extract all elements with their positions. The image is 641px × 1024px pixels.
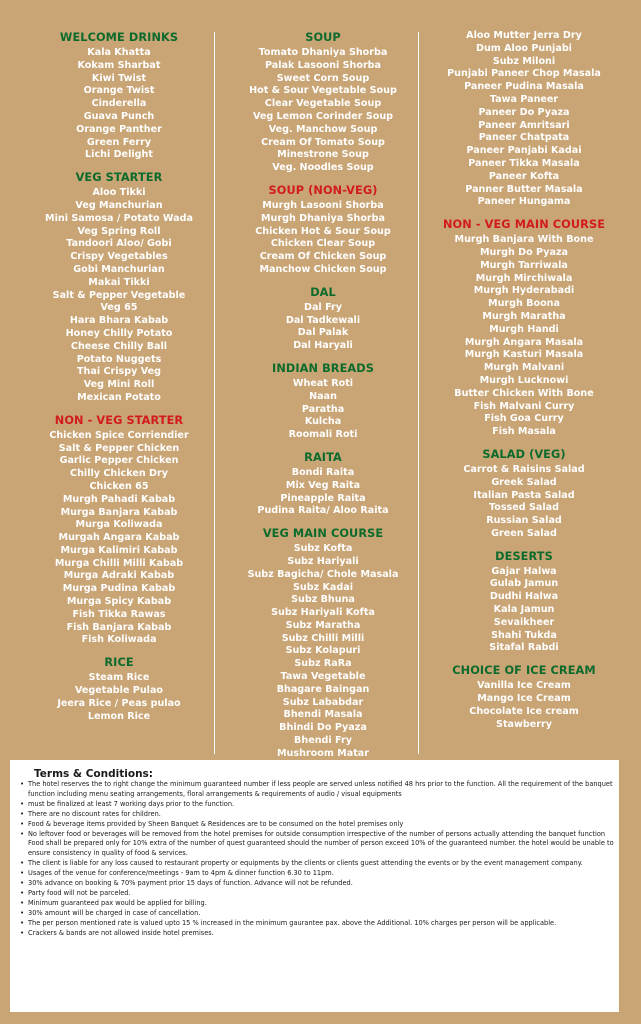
menu-item: Subz RaRa [294, 658, 352, 670]
menu-item: Veg Lemon Corinder Soup [252, 110, 394, 122]
menu-item: Mix Veg Raita [285, 479, 361, 491]
menu-section [432, 663, 616, 731]
menu-item: Kiwi Twist [91, 72, 147, 84]
menu-item: Lichi Delight [85, 149, 153, 161]
menu-item: Green Salad [491, 527, 557, 539]
menu-item: Bhindi Do Pyaza [279, 722, 367, 734]
menu-item: Paneer Chatpata [478, 132, 570, 144]
menu-item: Murga Koliwada [75, 519, 163, 531]
menu-item: Murgh Boona [488, 298, 560, 310]
menu-section [432, 217, 616, 439]
menu-section [28, 413, 210, 648]
menu-item: Murgh Handi [489, 323, 559, 335]
menu-item-list [432, 464, 616, 541]
menu-item: Punjabi Paneer Chop Masala [447, 68, 601, 80]
menu-item: Orange Twist [83, 85, 155, 97]
menu-item: Paratha [301, 403, 345, 415]
menu-item: Murga Chilli Milli Kabab [54, 557, 184, 569]
menu-item: Veg. Manchow Soup [268, 123, 378, 135]
menu-item-list [218, 47, 428, 175]
section-heading: NON - VEG MAIN COURSE [442, 218, 606, 232]
menu-item: Subz Chilli Milli [281, 632, 365, 644]
menu-item: Murgh Maratha [482, 310, 566, 322]
menu-item: Lemon Rice [87, 710, 151, 722]
terms-item: • There are no discount rates for children. [20, 810, 616, 820]
menu-item: Subz Bagicha/ Chole Masala [247, 568, 399, 580]
menu-item: Dal Fry [304, 301, 342, 313]
menu-item: Makai Tikki [88, 276, 150, 288]
menu-item: Cream Of Chicken Soup [259, 251, 387, 263]
menu-item: Fish Malvani Curry [473, 400, 575, 412]
section-heading: SALAD (VEG) [482, 447, 566, 461]
terms-item: • The per person mentioned rate is valued upto 15 % increased in the minimum gaurantee pax. above the Additional. 10% charges per person will be applicable. [20, 919, 616, 929]
menu-item: Murgh Banjara With Bone [454, 234, 594, 246]
terms-title: Terms & Conditions: [34, 768, 153, 780]
menu-item: Crispy Vegetables [70, 251, 168, 263]
menu-item: Stawberry [496, 718, 552, 730]
menu-section [218, 30, 428, 175]
menu-item: Potato Nuggets [76, 353, 162, 365]
terms-item: • Party food will not be parceled. [20, 889, 616, 899]
menu-item: Veg Manchurian [75, 199, 163, 211]
terms-item: • must be finalized at least 7 working days prior to the function. [20, 800, 616, 810]
menu-item-list [432, 234, 616, 439]
menu-item: Panner Butter Masala [465, 183, 583, 195]
menu-section [28, 170, 210, 405]
menu-item: Kala Jamun [493, 604, 555, 616]
menu-item: Italian Pasta Salad [473, 489, 575, 501]
menu-item: Subz Lababdar [282, 696, 364, 708]
menu-item: Steam Rice [88, 672, 150, 684]
menu-item: Tandoori Aloo/ Gobi [66, 238, 172, 250]
menu-item: Paneer Pudina Masala [464, 81, 584, 93]
menu-item: Chicken Spice Corriendier [49, 429, 189, 441]
menu-item: Mexican Potato [77, 391, 161, 403]
menu-item: Cheese Chilly Ball [70, 340, 168, 352]
menu-item-list [218, 543, 428, 773]
menu-item: Paneer Kofta [488, 170, 560, 182]
menu-item: Bhendi Fry [294, 735, 352, 747]
menu-item: Fish Tikka Rawas [72, 608, 166, 620]
menu-item: Subz Maratha [285, 619, 361, 631]
menu-item: Dal Palak [297, 327, 349, 339]
menu-item: Manchow Chicken Soup [259, 263, 387, 275]
menu-item: Pineapple Raita [280, 492, 366, 504]
menu-item: Mini Samosa / Potato Wada [45, 212, 193, 224]
menu-item: Murgh Lucknowi [479, 374, 569, 386]
terms-item: • No leftover food or beverages will be removed from the hotel premises for outside consumption irrespective of the number of persons actually attending the banquet function Food shall be prepared only for 10% extra of the number of quest guaranteed should the number of person exceed 10% of the guaranteed number. the hotel would be unable to ensure consistency in quality of food & services. [20, 830, 616, 860]
menu-item: Subz Hariyali [287, 555, 359, 567]
menu-item: Chicken Hot & Sour Soup [255, 225, 391, 237]
menu-column-left [28, 30, 210, 731]
menu-item-list [218, 200, 428, 277]
menu-item: Russian Salad [486, 515, 562, 527]
menu-item-list [28, 672, 210, 723]
menu-item: Mushroom Matar [277, 747, 369, 759]
menu-item: Bhagare Baingan [276, 683, 370, 695]
menu-item: Sitafal Rabdi [489, 642, 559, 654]
menu-item: Shahi Tukda [491, 629, 557, 641]
menu-section [218, 183, 428, 277]
menu-item: Murgh Kasturi Masala [464, 349, 584, 361]
menu-item: Murgh Dhaniya Shorba [260, 212, 385, 224]
section-heading: RICE [104, 656, 134, 670]
menu-item: Greek Salad [491, 476, 557, 488]
column-divider [214, 32, 215, 754]
menu-item: Tossed Salad [488, 502, 559, 514]
menu-item: Clear Vegetable Soup [264, 98, 382, 110]
menu-item: Tomato Dhaniya Shorba [258, 47, 388, 58]
menu-item: Murgh Angara Masala [464, 336, 584, 348]
menu-item: Sevaikheer [493, 616, 555, 628]
menu-item: Aloo Mutter Jerra Dry [466, 30, 582, 41]
menu-item: Garlic Pepper Chicken [59, 455, 179, 467]
section-heading: DESERTS [495, 549, 553, 563]
menu-item: Murgh Lasooni Shorba [262, 199, 384, 211]
menu-item: Aloo Tikki [92, 187, 146, 199]
section-heading: INDIAN BREADS [272, 361, 374, 375]
section-heading: VEG STARTER [75, 171, 163, 185]
menu-item: Fish Goa Curry [484, 413, 564, 425]
menu-item-list [432, 30, 616, 209]
menu-section [432, 447, 616, 541]
menu-item: Murgh Mirchiwala [475, 272, 573, 284]
menu-item: Vegetable Pulao [74, 685, 164, 697]
menu-item: Bondi Raita [291, 466, 355, 478]
terms-item: • The client is liable for any loss caused to restaurant property or equipments by the clients or clients guest attending the events or by the event management company. [20, 859, 616, 869]
menu-item: Murgh Hyderabadi [473, 285, 575, 297]
section-heading: NON - VEG STARTER [54, 413, 184, 427]
menu-item: Paneer Amritsari [478, 119, 570, 131]
terms-item: • 30% amount will be charged in case of cancellation. [20, 909, 616, 919]
menu-item: Veg Spring Roll [77, 225, 161, 237]
menu-item: Guava Punch [83, 110, 155, 122]
menu-section [432, 549, 616, 656]
menu-item: Subz Hariyali Kofta [271, 607, 375, 619]
menu-item: Salt & Pepper Vegetable [52, 289, 186, 301]
menu-item-list [432, 680, 616, 731]
menu-item: Chicken 65 [89, 480, 149, 492]
menu-item: Chocolate Ice cream [469, 705, 579, 717]
section-heading: RAITA [304, 450, 342, 464]
menu-item: Roomali Roti [288, 429, 358, 441]
menu-item: Mango Ice Cream [477, 693, 571, 705]
terms-item: • Minimum guaranteed pax would be applied for billing. [20, 899, 616, 909]
terms-panel [10, 760, 619, 1012]
menu-item-list [28, 430, 210, 648]
menu-item: Pudina Raita/ Aloo Raita [257, 505, 389, 517]
menu-section [218, 285, 428, 353]
menu-item: Hot & Sour Vegetable Soup [249, 85, 397, 97]
terms-item: • Usages of the venue for conference/meetings - 9am to 4pm & dinner function 6.30 to 11pm. [20, 869, 616, 879]
menu-item: Honey Chilly Potato [65, 327, 173, 339]
menu-item: Dal Tadkewali [285, 314, 361, 326]
menu-item: Kokam Sharbat [77, 59, 161, 71]
menu-item: Kulcha [304, 416, 342, 428]
menu-section [218, 361, 428, 442]
menu-section [218, 526, 428, 773]
menu-item: Dum Aloo Punjabi [476, 42, 572, 54]
menu-item: Veg 65 [100, 302, 138, 314]
terms-item: • Crackers & bands are not allowed inside hotel premises. [20, 929, 616, 939]
menu-item-list [218, 302, 428, 353]
menu-item: Fish Koliwada [81, 634, 157, 646]
menu-item: Fish Masala [492, 426, 556, 438]
menu-item: Subz Miloni [492, 55, 556, 67]
menu-item: Sweet Corn Soup [276, 72, 370, 84]
terms-list [20, 780, 616, 939]
menu-item: Hara Bhara Kabab [69, 315, 169, 327]
menu-item: Cream Of Tomato Soup [261, 136, 385, 148]
menu-item: Tawa Vegetable [280, 671, 366, 683]
menu-item: Paneer Do Pyaza [478, 106, 570, 118]
menu-item: Carrot & Raisins Salad [463, 463, 585, 475]
menu-item: Chilly Chicken Dry [70, 468, 168, 480]
menu-section [432, 30, 616, 209]
menu-item: Salt & Pepper Chicken [58, 442, 180, 454]
terms-item: • 30% advance on booking & 70% payment prior 15 days of function. Advance will not be refunded. [20, 879, 616, 889]
menu-item: Murgah Angara Kabab [58, 532, 180, 544]
menu-item-list [28, 187, 210, 405]
menu-item: Minestrone Soup [277, 149, 369, 161]
menu-item-list [218, 467, 428, 518]
menu-item: Tawa Paneer [489, 93, 559, 105]
menu-item: Vanilla Ice Cream [477, 680, 571, 692]
section-heading: DAL [310, 285, 336, 299]
menu-item: Subz Kolapuri [285, 645, 361, 657]
menu-item: Murga Kalimiri Kabab [60, 544, 178, 556]
menu-item: Murga Pudina Kabab [62, 583, 176, 595]
menu-item: Palak Lasooni Shorba [264, 59, 382, 71]
menu-item: Paneer Hungama [477, 196, 571, 208]
menu-item: Murgh Tarriwala [480, 259, 568, 271]
menu-section [28, 655, 210, 723]
menu-item: Paneer Tikka Masala [468, 157, 580, 169]
terms-item: • Food & beverage items provided by Sheen Banquet & Residences are to be consumed on the hotel premises only [20, 820, 616, 830]
menu-item: Gulab Jamun [489, 578, 559, 590]
menu-item-list [28, 47, 210, 162]
menu-item: Fish Banjara Kabab [66, 621, 172, 633]
menu-item: Chicken Clear Soup [270, 238, 376, 250]
menu-item: Butter Chicken With Bone [454, 387, 594, 399]
menu-item: Murgh Malvani [483, 362, 565, 374]
menu-item: Green Ferry [86, 136, 152, 148]
menu-item: Subz Bhuna [291, 594, 355, 606]
menu-item: Wheat Roti [292, 377, 354, 389]
menu-item: Murga Banjara Kabab [60, 506, 178, 518]
menu-column-right [432, 30, 616, 739]
section-heading: CHOICE OF ICE CREAM [452, 664, 596, 678]
terms-item: • The hotel reserves the to right change the minimum guaranteed number if less people are served unless notified 48 hrs prior to the function. All the requirement of the banquet function including menu seating arrangements, floral arrangements & requirements of audio / visual equipments [20, 780, 616, 800]
menu-item: Kala Khatta [87, 47, 151, 58]
menu-item: Subz Kofta [293, 543, 353, 555]
menu-item: Murgh Pahadi Kabab [62, 493, 176, 505]
column-divider [418, 32, 419, 754]
menu-item: Paneer Panjabi Kadai [466, 145, 582, 157]
menu-item: Veg. Noodles Soup [272, 162, 374, 174]
menu-item: Thai Crispy Veg [77, 366, 161, 378]
menu-item: Cinderella [91, 98, 147, 110]
menu-section [218, 450, 428, 518]
menu-item: Murga Spicy Kabab [66, 596, 172, 608]
menu-item: Naan [309, 390, 337, 402]
menu-section [28, 30, 210, 162]
section-heading: SOUP [305, 31, 341, 44]
menu-item: Veg Mini Roll [83, 379, 155, 391]
menu-item: Gajar Halwa [491, 565, 557, 577]
section-heading: VEG MAIN COURSE [262, 527, 384, 541]
section-heading: WELCOME DRINKS [59, 31, 179, 44]
menu-item: Orange Panther [76, 123, 162, 135]
menu-item: Jeera Rice / Peas pulao [57, 697, 181, 709]
menu-item-list [432, 566, 616, 656]
section-heading: SOUP (NON-VEG) [268, 183, 378, 197]
menu-area [28, 30, 616, 758]
menu-item: Bhendi Masala [283, 709, 363, 721]
menu-item: Dudhi Halwa [489, 591, 559, 603]
menu-column-middle [218, 30, 428, 781]
menu-item: Dal Haryali [293, 340, 353, 352]
menu-item: Gobi Manchurian [73, 263, 165, 275]
menu-item: Subz Kadai [292, 581, 354, 593]
menu-item-list [218, 378, 428, 442]
menu-item: Murgh Do Pyaza [479, 246, 569, 258]
menu-item: Murga Adraki Kabab [63, 570, 175, 582]
